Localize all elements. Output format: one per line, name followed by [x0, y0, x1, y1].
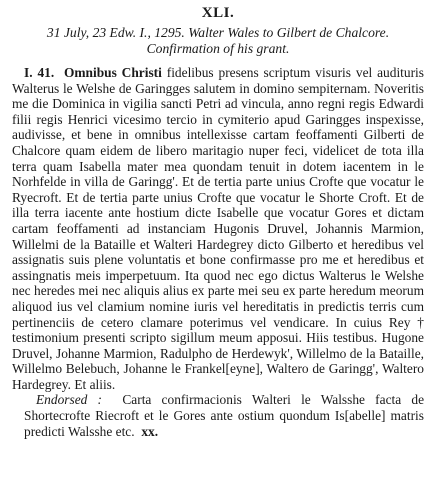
endorsement: [12, 392, 424, 439]
charter-heading: [12, 25, 424, 56]
charter-incipit: Omnibus Christi: [63, 65, 162, 80]
endorsed-text: Carta confirmacionis Walteri le Walsshe facta de Shortecrofte Riecroft et le Gores ante ostium quondum Is[abelle] matris predicti Walsshe etc.: [24, 392, 425, 439]
charter-text: fidelibus presens scriptum visuris vel audituris Walterus le Welshe de Garingges salutem in domino sempiternam. Noveritis me die Dominica in vigilia sancti Petri ad vincula, anno regni regis Edwardi filii regis Henrici vicesimo tercio in cymiterio apud Garingges inspexisse, audivisse, et bene in omnibus intellexisse cartam feoffamenti Gilberti de Chalcore quam eidem de libero maritagio nuper feci, videlicet de tota illa terra quam Isabella mater mea quondam tenuit in dotem iacentem in le Norhfelde in villa de Garingg'. Et de tertia parte unius Crofte que vocatur le Ryecroft. Et de tertia parte unius Crofte que vocatur le Shorte Croft. Et de illa terra iacente ante hostium dicte Isabelle que vocatur Gores et dictam cartam feoffamenti ad instanciam Hugonis Druvel, Johannis Marmion, Willelmi de la Bataille et Walteri Hardegrey dicto Gilberto et heredibus vel assignatis suis plene voluntatis et bone confirmasse pro me et heredibus et assingnatis meis imperpetuum. Ita quod nec ego dictus Walterus le Welshe nec heredes mei nec aliquis alius ex parte mei seu ex parte heredum meorum aliquod ius vel clamium nomine iuris vel hereditatis in predictis terris cum pertinenciis de cetero clamare poterimus vel vendicare. In cuius Rey † testimonium presenti scripto sigillum meum apposui. Hiis testibus. Hugone Druvel, Johanne Marmion, Radulpho de Herdewyk', Willelmo de la Bataille, Willelmo Belebuch, Johanne le Frankel[eyne], Waltero de Garingg', Waltero Hardegrey. Et aliis.: [12, 65, 424, 392]
endorsed-label: Endorsed :: [36, 392, 102, 408]
charter-number: XLI.: [201, 5, 235, 21]
charter-body: [12, 65, 424, 392]
heading-date-and-parties: 31 July, 23 Edw. I., 1295. Walter Wales to Gilbert de Chalcore.: [46, 25, 390, 40]
paragraph-number: I. 41.: [24, 65, 55, 80]
heading-subject: Confirmation of his grant.: [146, 40, 290, 56]
endorsed-mark: xx.: [141, 423, 159, 439]
document-page: [12, 4, 424, 439]
